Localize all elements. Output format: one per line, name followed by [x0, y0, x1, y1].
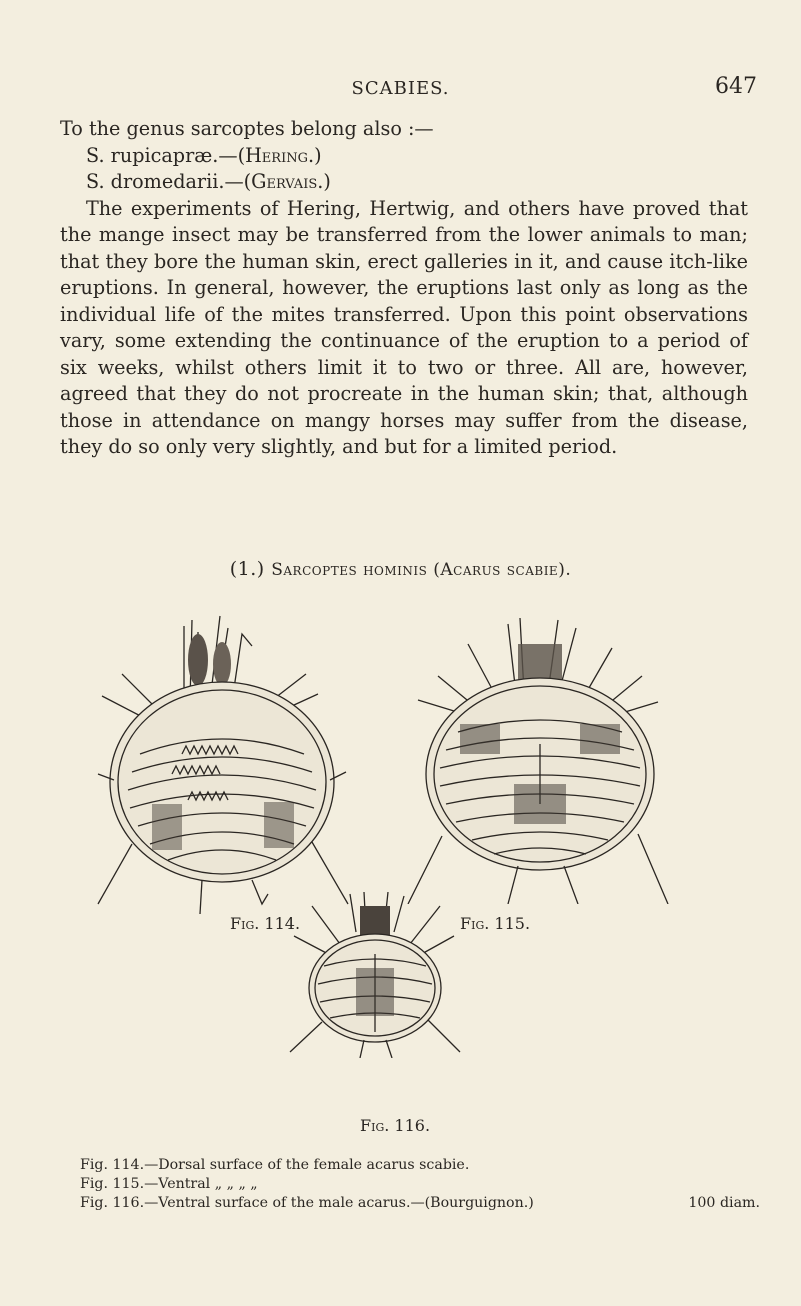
caption-fig-114: Fig. 114.—Dorsal surface of the female acarus scabie.	[80, 1157, 470, 1173]
fig-115-label: Fig. 115.	[460, 914, 531, 933]
caption-scale: 100 diam.	[688, 1195, 760, 1211]
species-line-1: S. rupicapræ.—(Hering.)	[86, 143, 322, 167]
section-heading	[0, 558, 801, 580]
body-text	[60, 116, 748, 461]
figure-116-male-mite	[284, 892, 464, 1058]
figure-115-mite-ventral	[398, 604, 688, 904]
caption-fig-116: Fig. 116.—Ventral surface of the male acarus.—(Bourguignon.) 100 diam.	[80, 1195, 760, 1211]
section-number: (1.)	[229, 558, 265, 580]
main-paragraph: The experiments of Hering, Hertwig, and others have proved that the mange insect may be transferred from the lower animals to man; that they bore the human skin, erect galleries in it, and cause itch-like eruptions. In general, however, the eruptions last only as long as the individual life of the mites transferred. Upon this point observations vary, some extending the continuance of the eruption to a period of six weeks, whilst others limit it to two or three. All are, however, agreed that they do not procreate in the human skin; that, although those in attendance on mangy horses may suffer from the disease, they do so only very slightly, and but for a limited period.	[60, 196, 748, 458]
intro-line: To the genus sarcoptes belong also :—	[60, 117, 434, 140]
figure-captions	[80, 1156, 760, 1213]
species-line-2: S. dromedarii.—(Gervais.)	[86, 170, 331, 193]
running-head: SCABIES.	[351, 78, 450, 99]
figure-114-mite-dorsal	[92, 604, 382, 914]
authority-hering: (Hering.)	[237, 143, 322, 167]
caption-fig-115: Fig. 115.—Ventral „ „ „ „	[80, 1176, 258, 1192]
fig-114-label: Fig. 114.	[230, 914, 301, 933]
fig-116-label: Fig. 116.	[360, 1116, 431, 1135]
page-number: 647	[715, 74, 757, 99]
section-title: Sarcoptes hominis (Acarus scabie).	[271, 560, 572, 580]
authority-gervais: (Gervais.)	[243, 170, 331, 193]
